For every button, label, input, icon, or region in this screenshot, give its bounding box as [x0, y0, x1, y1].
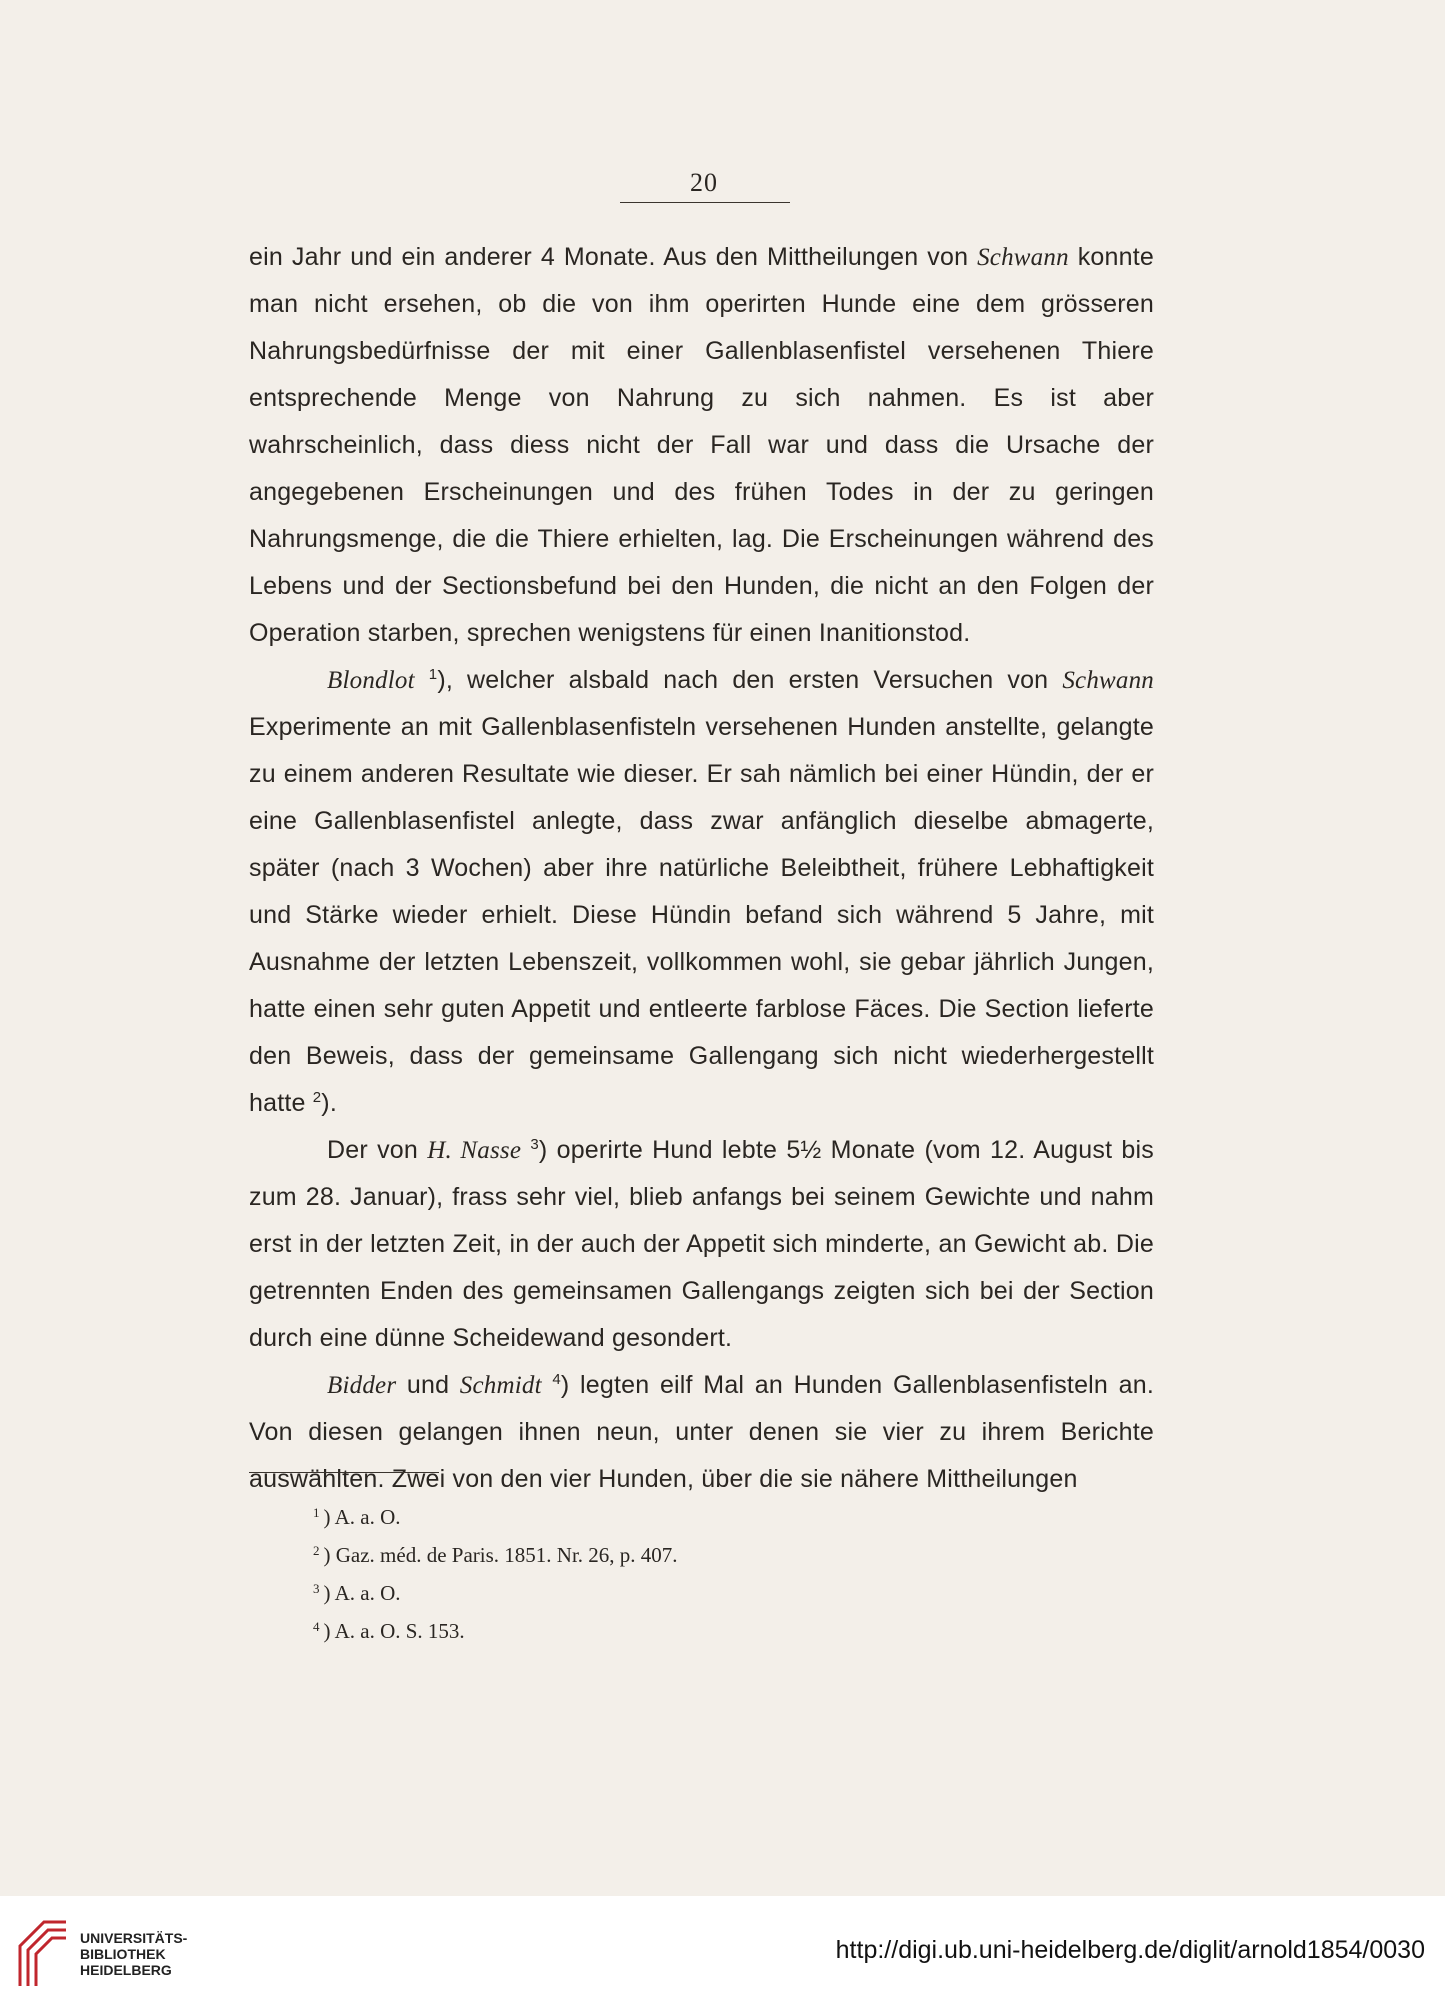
paragraph: [249, 1127, 1154, 1362]
footnote-rule: [249, 1472, 439, 1473]
text-run: konnte man nicht ersehen, ob die von ihm operirten Hunde eine dem grösseren Nahrungsbedürfnisse der mit einer Gallenblasenfistel versehenen Thiere entsprechende Menge von Nahrung zu sich nahmen. Es ist aber wahrscheinlich, dass diess nicht der Fall war und dass die Ursache der angegebenen Erscheinungen und des frühen Todes in der zu geringen Nahrungsmenge, die die Thiere erhielten, lag. Die Erscheinungen während des Lebens und der Sectionsbefund bei den Hunden, die nicht an den Folgen der Operation starben, sprechen wenigstens für einen Inanitionstod.: [249, 243, 1154, 647]
footnote-ref: 3: [530, 1136, 539, 1153]
text-run: ein Jahr und ein anderer 4 Monate. Aus den Mittheilungen von: [249, 243, 978, 271]
text-run: ) operirte Hund lebte 5½ Monate (vom 12. August bis zum 28. Januar), frass sehr viel, blieb anfangs bei seinem Gewichte und nahm erst in der letzten Zeit, in der auch der Appetit sich minderte, an Gewicht ab. Die getrennten Enden des gemeinsamen Gallengangs zeigten sich bei der Section durch eine dünne Scheidewand gesondert.: [249, 1136, 1154, 1352]
paragraph: [249, 1362, 1154, 1503]
footnote: $^1$ ) A. a. O.: [313, 1505, 401, 1529]
library-logo-icon: [14, 1916, 70, 1988]
italic-name: Blondlot: [327, 667, 415, 694]
footnote-ref: 1: [428, 666, 438, 683]
page-number: 20: [690, 168, 718, 197]
text-run: [521, 1136, 530, 1164]
footnote-ref: 2: [312, 1089, 322, 1106]
text-run: ).: [321, 1089, 337, 1117]
footnote: $^2$ ) Gaz. méd. de Paris. 1851. Nr. 26, p. 407.: [313, 1543, 678, 1567]
body-text: [249, 234, 1154, 1503]
text-run: ) legten eilf Mal an Hunden Gallenblasenfisteln an. Von diesen gelangen ihnen neun, unter denen sie vier zu ihrem Berichte auswählten. Zwei von den vier Hunden, über die sie nähere Mittheilungen: [249, 1371, 1154, 1493]
italic-name: H. Nasse: [427, 1137, 522, 1164]
italic-name: Schmidt: [459, 1372, 542, 1399]
permalink-url[interactable]: http://digi.ub.uni-heidelberg.de/diglit/arnold1854/0030: [835, 1936, 1425, 1964]
footnote-ref: 4: [552, 1371, 561, 1388]
paragraph: [249, 234, 1154, 657]
text-run: ), welcher alsbald nach den ersten Versuchen von: [437, 666, 1063, 694]
paragraph: [249, 657, 1154, 1127]
header-rule: [620, 202, 790, 203]
footnote: $^3$ ) A. a. O.: [313, 1581, 401, 1605]
italic-name: Schwann: [977, 244, 1069, 271]
text-run: [542, 1371, 553, 1399]
library-name: UNIVERSITÄTS- BIBLIOTHEK HEIDELBERG: [80, 1930, 188, 1978]
text-run: [415, 666, 429, 694]
footnotes: [313, 1496, 678, 1648]
bottom-bar: [0, 1896, 1445, 2006]
text-run: Der von: [327, 1136, 428, 1164]
footnote: $^4$ ) A. a. O. S. 153.: [313, 1619, 465, 1643]
text-run: Experimente an mit Gallenblasenfisteln versehenen Hunden anstellte, gelangte zu einem anderen Resultate wie dieser. Er sah nämlich bei einer Hündin, der er eine Gallenblasenfistel anlegte, dass zwar anfänglich dieselbe abmagerte, später (nach 3 Wochen) aber ihre natürliche Beleibtheit, frühere Lebhaftigkeit und Stärke wieder erhielt. Diese Hündin befand sich während 5 Jahre, mit Ausnahme der letzten Lebenszeit, vollkommen wohl, sie gebar jährlich Jungen, hatte einen sehr guten Appetit und entleerte farblose Fäces. Die Section lieferte den Beweis, dass der gemeinsame Gallengang sich nicht wiederhergestellt hatte: [249, 713, 1154, 1117]
italic-name: Bidder: [327, 1372, 397, 1399]
text-run: und: [396, 1371, 460, 1399]
italic-name: Schwann: [1062, 667, 1154, 694]
